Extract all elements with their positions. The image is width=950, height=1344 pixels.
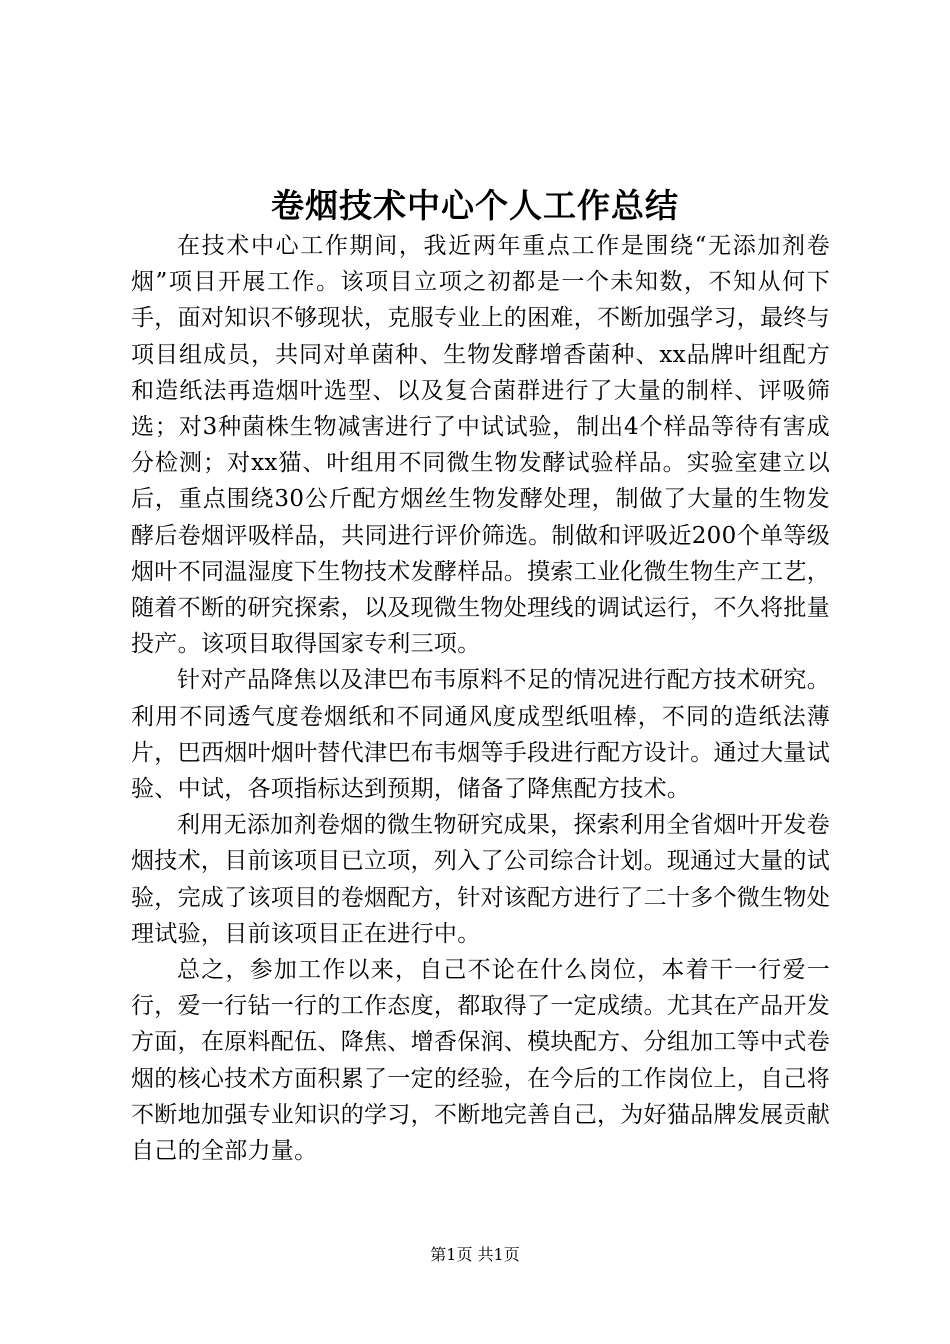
paragraph-4: 总之，参加工作以来，自己不论在什么岗位，本着干一行爱一行，爱一行钻一行的工作态度，都取得了一定成绩。尤其在产品开发方面，在原料配伍、降焦、增香保润、模块配方、分组加工等中式卷烟的核心技术方面积累了一定的经验，在今后的工作岗位上，自己将不断地加强专业知识的学习，不断地完善自己，为好猫品牌发展贡献自己的全部力量。	[131, 957, 830, 1165]
page-footer: 第1页 共1页	[430, 1245, 520, 1264]
paragraph-2: 针对产品降焦以及津巴布韦原料不足的情况进行配方技术研究。利用不同透气度卷烟纸和不同通风度成型纸咀棒，不同的造纸法薄片，巴西烟叶烟叶替代津巴布韦烟等手段进行配方设计。通过大量试验、中试，各项指标达到预期，储备了降焦配方技术。	[131, 667, 830, 803]
paragraph-1: 在技术中心工作期间，我近两年重点工作是围绕“无添加剂卷烟”项目开展工作。该项目立项之初都是一个未知数，不知从何下手，面对知识不够现状，克服专业上的困难，不断加强学习，最终与项目组成员，共同对单菌种、生物发酵增香菌种、xx品牌叶组配方和造纸法再造烟叶选型、以及复合菌群进行了大量的制样、评吸筛选；对3种菌株生物减害进行了中试试验，制出4个样品等待有害成分检测；对xx猫、叶组用不同微生物发酵试验样品。实验室建立以后，重点围绕30公斤配方烟丝生物发酵处理，制做了大量的生物发酵后卷烟评吸样品，共同进行评价筛选。制做和评吸近200个单等级烟叶不同温湿度下生物技术发酵样品。摸索工业化微生物生产工艺，随着不断的研究探索，以及现微生物处理线的调试运行，不久将批量投产。该项目取得国家专利三项。	[131, 233, 830, 658]
document-body	[131, 228, 830, 1169]
paragraph-3: 利用无添加剂卷烟的微生物研究成果，探索利用全省烟叶开发卷烟技术，目前该项目已立项，列入了公司综合计划。现通过大量的试验，完成了该项目的卷烟配方，针对该配方进行了二十多个微生物处理试验，目前该项目正在进行中。	[131, 812, 830, 947]
page-title: 卷烟技术中心个人工作总结	[271, 186, 679, 225]
